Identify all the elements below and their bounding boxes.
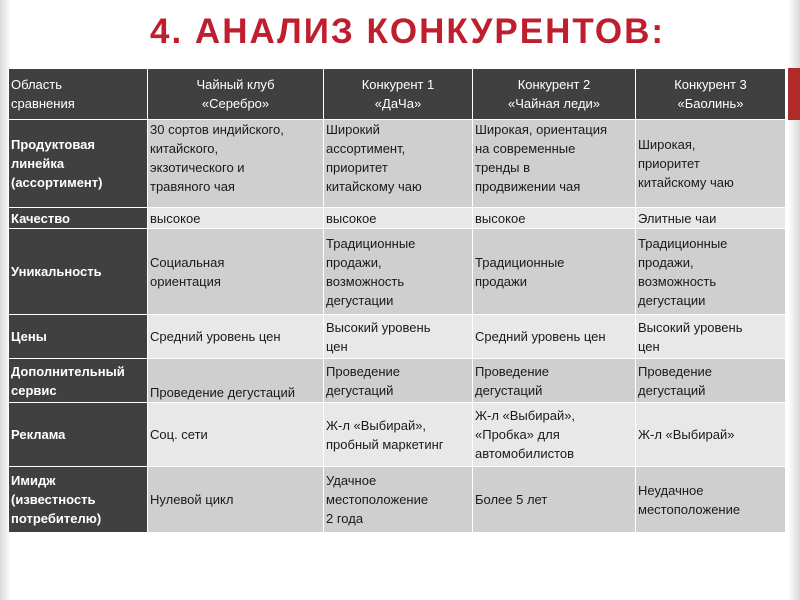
table-cell: высокое bbox=[148, 208, 324, 229]
table-row bbox=[9, 467, 786, 533]
table-cell: Элитные чаи bbox=[636, 208, 786, 229]
table-cell: высокое bbox=[324, 208, 473, 229]
table-cell: Проведение дегустаций bbox=[148, 359, 324, 403]
table-cell: Широкая, приоритет китайскому чаю bbox=[636, 120, 786, 208]
row-label-product-line: Продуктовая линейка (ассортимент) bbox=[9, 120, 148, 208]
row-label-image: Имидж (известность потребителю) bbox=[9, 467, 148, 533]
table-cell: Проведение дегустаций bbox=[473, 359, 636, 403]
row-label-advertising: Реклама bbox=[9, 403, 148, 467]
table-cell: Ж-л «Выбирай», пробный маркетинг bbox=[324, 403, 473, 467]
table-cell: Социальная ориентация bbox=[148, 229, 324, 315]
table-row bbox=[9, 120, 786, 208]
table-cell: Проведение дегустаций bbox=[636, 359, 786, 403]
header-competitor-2: Конкурент 2 «Чайная леди» bbox=[473, 69, 636, 120]
table-cell: Широкая, ориентация на современные тренды в продвижении чая bbox=[473, 120, 636, 208]
competitor-comparison-table bbox=[8, 68, 786, 533]
accent-bar bbox=[788, 68, 800, 120]
table-row bbox=[9, 315, 786, 359]
table-cell: высокое bbox=[473, 208, 636, 229]
slide-title: 4. АНАЛИЗ КОНКУРЕНТОВ: bbox=[150, 12, 666, 51]
header-serebro: Чайный клуб «Серебро» bbox=[148, 69, 324, 120]
table-cell: Традиционные продажи, возможность дегустации bbox=[324, 229, 473, 315]
table-row bbox=[9, 229, 786, 315]
header-competitor-3: Конкурент 3 «Баолинь» bbox=[636, 69, 786, 120]
table-cell: Нулевой цикл bbox=[148, 467, 324, 533]
table-header-row bbox=[9, 69, 786, 120]
header-comparison-area: Область сравнения bbox=[9, 69, 148, 120]
table-row bbox=[9, 403, 786, 467]
table-cell: Высокий уровень цен bbox=[636, 315, 786, 359]
table-cell: Более 5 лет bbox=[473, 467, 636, 533]
table-cell: Удачное местоположение 2 года bbox=[324, 467, 473, 533]
row-label-quality: Качество bbox=[9, 208, 148, 229]
table-cell: Традиционные продажи, возможность дегустации bbox=[636, 229, 786, 315]
header-competitor-1: Конкурент 1 «ДаЧа» bbox=[324, 69, 473, 120]
table-cell: 30 сортов индийского, китайского, экзотического и травяного чая bbox=[148, 120, 324, 208]
table-row bbox=[9, 359, 786, 403]
table-cell: Средний уровень цен bbox=[148, 315, 324, 359]
table-cell: Традиционные продажи bbox=[473, 229, 636, 315]
table-row bbox=[9, 208, 786, 229]
table-cell: Соц. сети bbox=[148, 403, 324, 467]
table-cell: Неудачное местоположение bbox=[636, 467, 786, 533]
row-label-uniqueness: Уникальность bbox=[9, 229, 148, 315]
table-cell: Высокий уровень цен bbox=[324, 315, 473, 359]
table-cell: Широкий ассортимент, приоритет китайскому чаю bbox=[324, 120, 473, 208]
table-cell: Проведение дегустаций bbox=[324, 359, 473, 403]
table-cell: Ж-л «Выбирай», «Пробка» для автомобилистов bbox=[473, 403, 636, 467]
row-label-prices: Цены bbox=[9, 315, 148, 359]
table-cell: Ж-л «Выбирай» bbox=[636, 403, 786, 467]
row-label-additional-service: Дополнительный сервис bbox=[9, 359, 148, 403]
table-cell: Средний уровень цен bbox=[473, 315, 636, 359]
